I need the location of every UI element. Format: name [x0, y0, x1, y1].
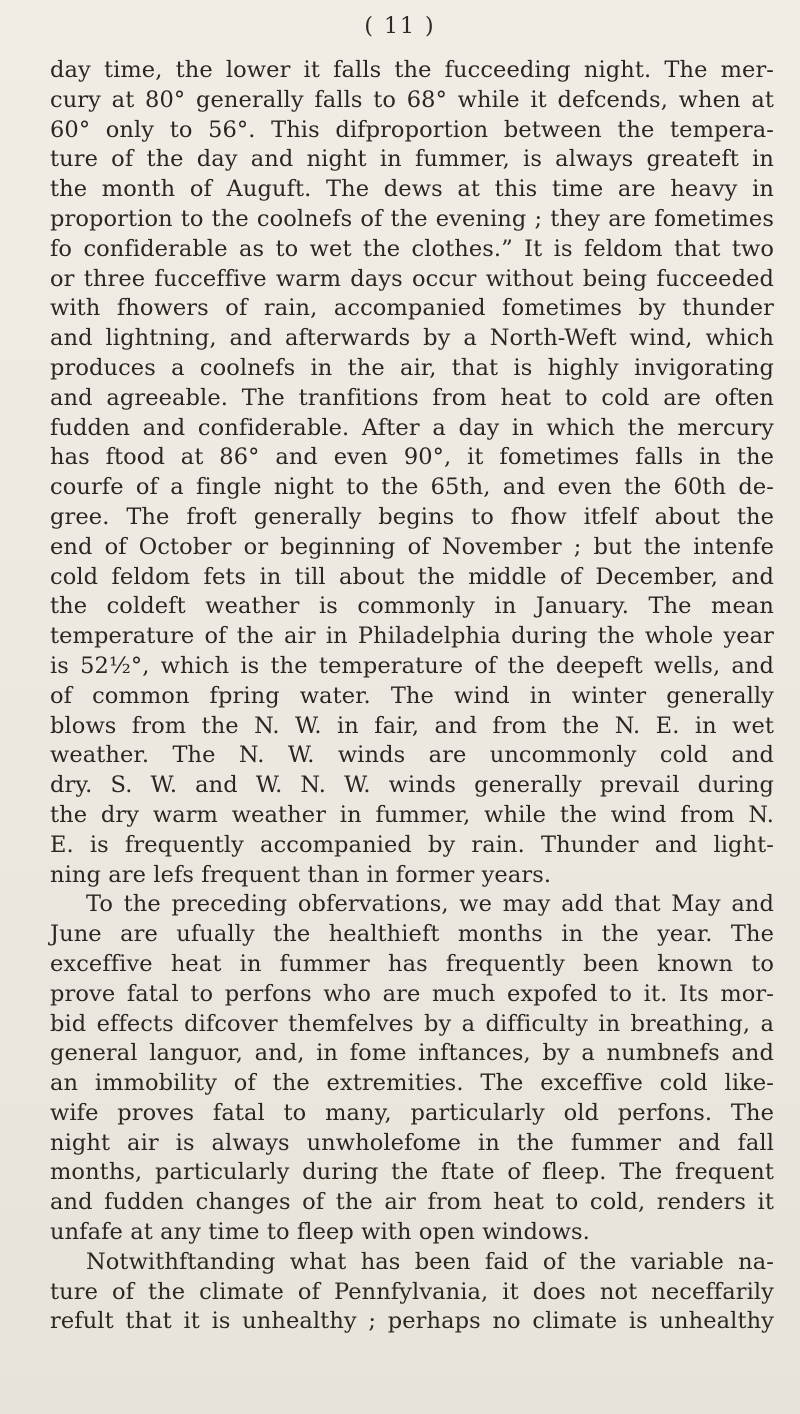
text-line: cold feldom fets in till about the middle of December, and	[50, 563, 774, 590]
text-line: weather. The N. W. winds are uncommonly cold and	[50, 742, 774, 769]
text-line: or three fucceffive warm days occur without being fucceeded	[50, 265, 774, 292]
text-line: produces a coolnefs in the air, that is highly invigorating	[50, 354, 774, 381]
paragraph-start-line: To the preceding obfervations, we may add that May and	[86, 891, 774, 918]
text-line: ning are lefs frequent than in former years.	[50, 861, 552, 888]
text-line: has ftood at 86° and even 90°, it fometimes falls in the	[50, 444, 774, 471]
text-line: prove fatal to perfons who are much expofed to it. Its mor-	[50, 980, 774, 1007]
text-line: day time, the lower it falls the fucceeding night. The mer-	[50, 57, 774, 83]
text-line: bid effects difcover themfelves by a difficulty in breathing, a	[50, 1010, 774, 1037]
text-line: with fhowers of rain, accompanied fometimes by thunder	[50, 295, 774, 322]
body-text	[50, 56, 774, 1337]
text-line: refult that it is unhealthy ; perhaps no climate is unhealthy	[50, 1308, 774, 1335]
text-line: courfe of a fingle night to the 65th, and even the 60th de-	[50, 474, 774, 501]
paragraph-start-line: Notwithftanding what has been faid of the variable na-	[86, 1248, 774, 1275]
text-line: E. is frequently accompanied by rain. Thunder and light-	[50, 831, 774, 858]
text-line: ture of the climate of Pennfylvania, it does not neceffarily	[50, 1278, 774, 1305]
text-line: months, particularly during the ftate of fleep. The frequent	[50, 1159, 774, 1186]
text-line: the dry warm weather in fummer, while the wind from N.	[50, 801, 774, 828]
text-line: blows from the N. W. in fair, and from the N. E. in wet	[50, 712, 774, 739]
text-line: and agreeable. The tranfitions from heat to cold are often	[50, 384, 774, 411]
text-line: of common fpring water. The wind in winter generally	[50, 682, 774, 709]
text-line: and fudden changes of the air from heat to cold, renders it	[50, 1189, 774, 1216]
text-line: fudden and confiderable. After a day in which the mercury	[50, 414, 774, 441]
text-line: and lightning, and afterwards by a North-Weft wind, which	[50, 325, 774, 352]
text-line: wife proves fatal to many, particularly old perfons. The	[50, 1099, 774, 1126]
text-line: exceffive heat in fummer has frequently been known to	[50, 950, 774, 977]
text-line: an immobility of the extremities. The exceffive cold like-	[50, 1070, 774, 1097]
text-line: 60° only to 56°. This difproportion between the tempera-	[50, 116, 774, 143]
text-line: cury at 80° generally falls to 68° while it defcends, when at	[50, 86, 774, 113]
text-line: is 52½°, which is the temperature of the deepeft wells, and	[50, 652, 774, 679]
text-line: the coldeft weather is commonly in January. The mean	[50, 593, 774, 620]
text-line: dry. S. W. and W. N. W. winds generally prevail during	[50, 772, 774, 799]
text-line: temperature of the air in Philadelphia during the whole year	[50, 623, 774, 650]
text-line: general languor, and, in fome inftances, by a numbnefs and	[50, 1040, 774, 1067]
text-line: gree. The froft generally begins to fhow itfelf about the	[50, 503, 774, 530]
text-line: proportion to the coolnefs of the evening ; they are fometimes	[50, 205, 774, 232]
text-line: end of October or beginning of November ; but the intenfe	[50, 533, 774, 560]
text-line: ture of the day and night in fummer, is always greateft in	[50, 146, 774, 173]
page-number: ( 11 )	[364, 14, 436, 39]
text-line: June are ufually the healthieft months in the year. The	[50, 921, 774, 948]
text-line: night air is always unwholefome in the fummer and fall	[50, 1129, 774, 1156]
text-line: unfafe at any time to fleep with open windows.	[50, 1219, 590, 1246]
text-line: the month of Auguft. The dews at this time are heavy in	[50, 176, 774, 203]
text-line: fo confiderable as to wet the clothes.” It is feldom that two	[50, 235, 774, 262]
